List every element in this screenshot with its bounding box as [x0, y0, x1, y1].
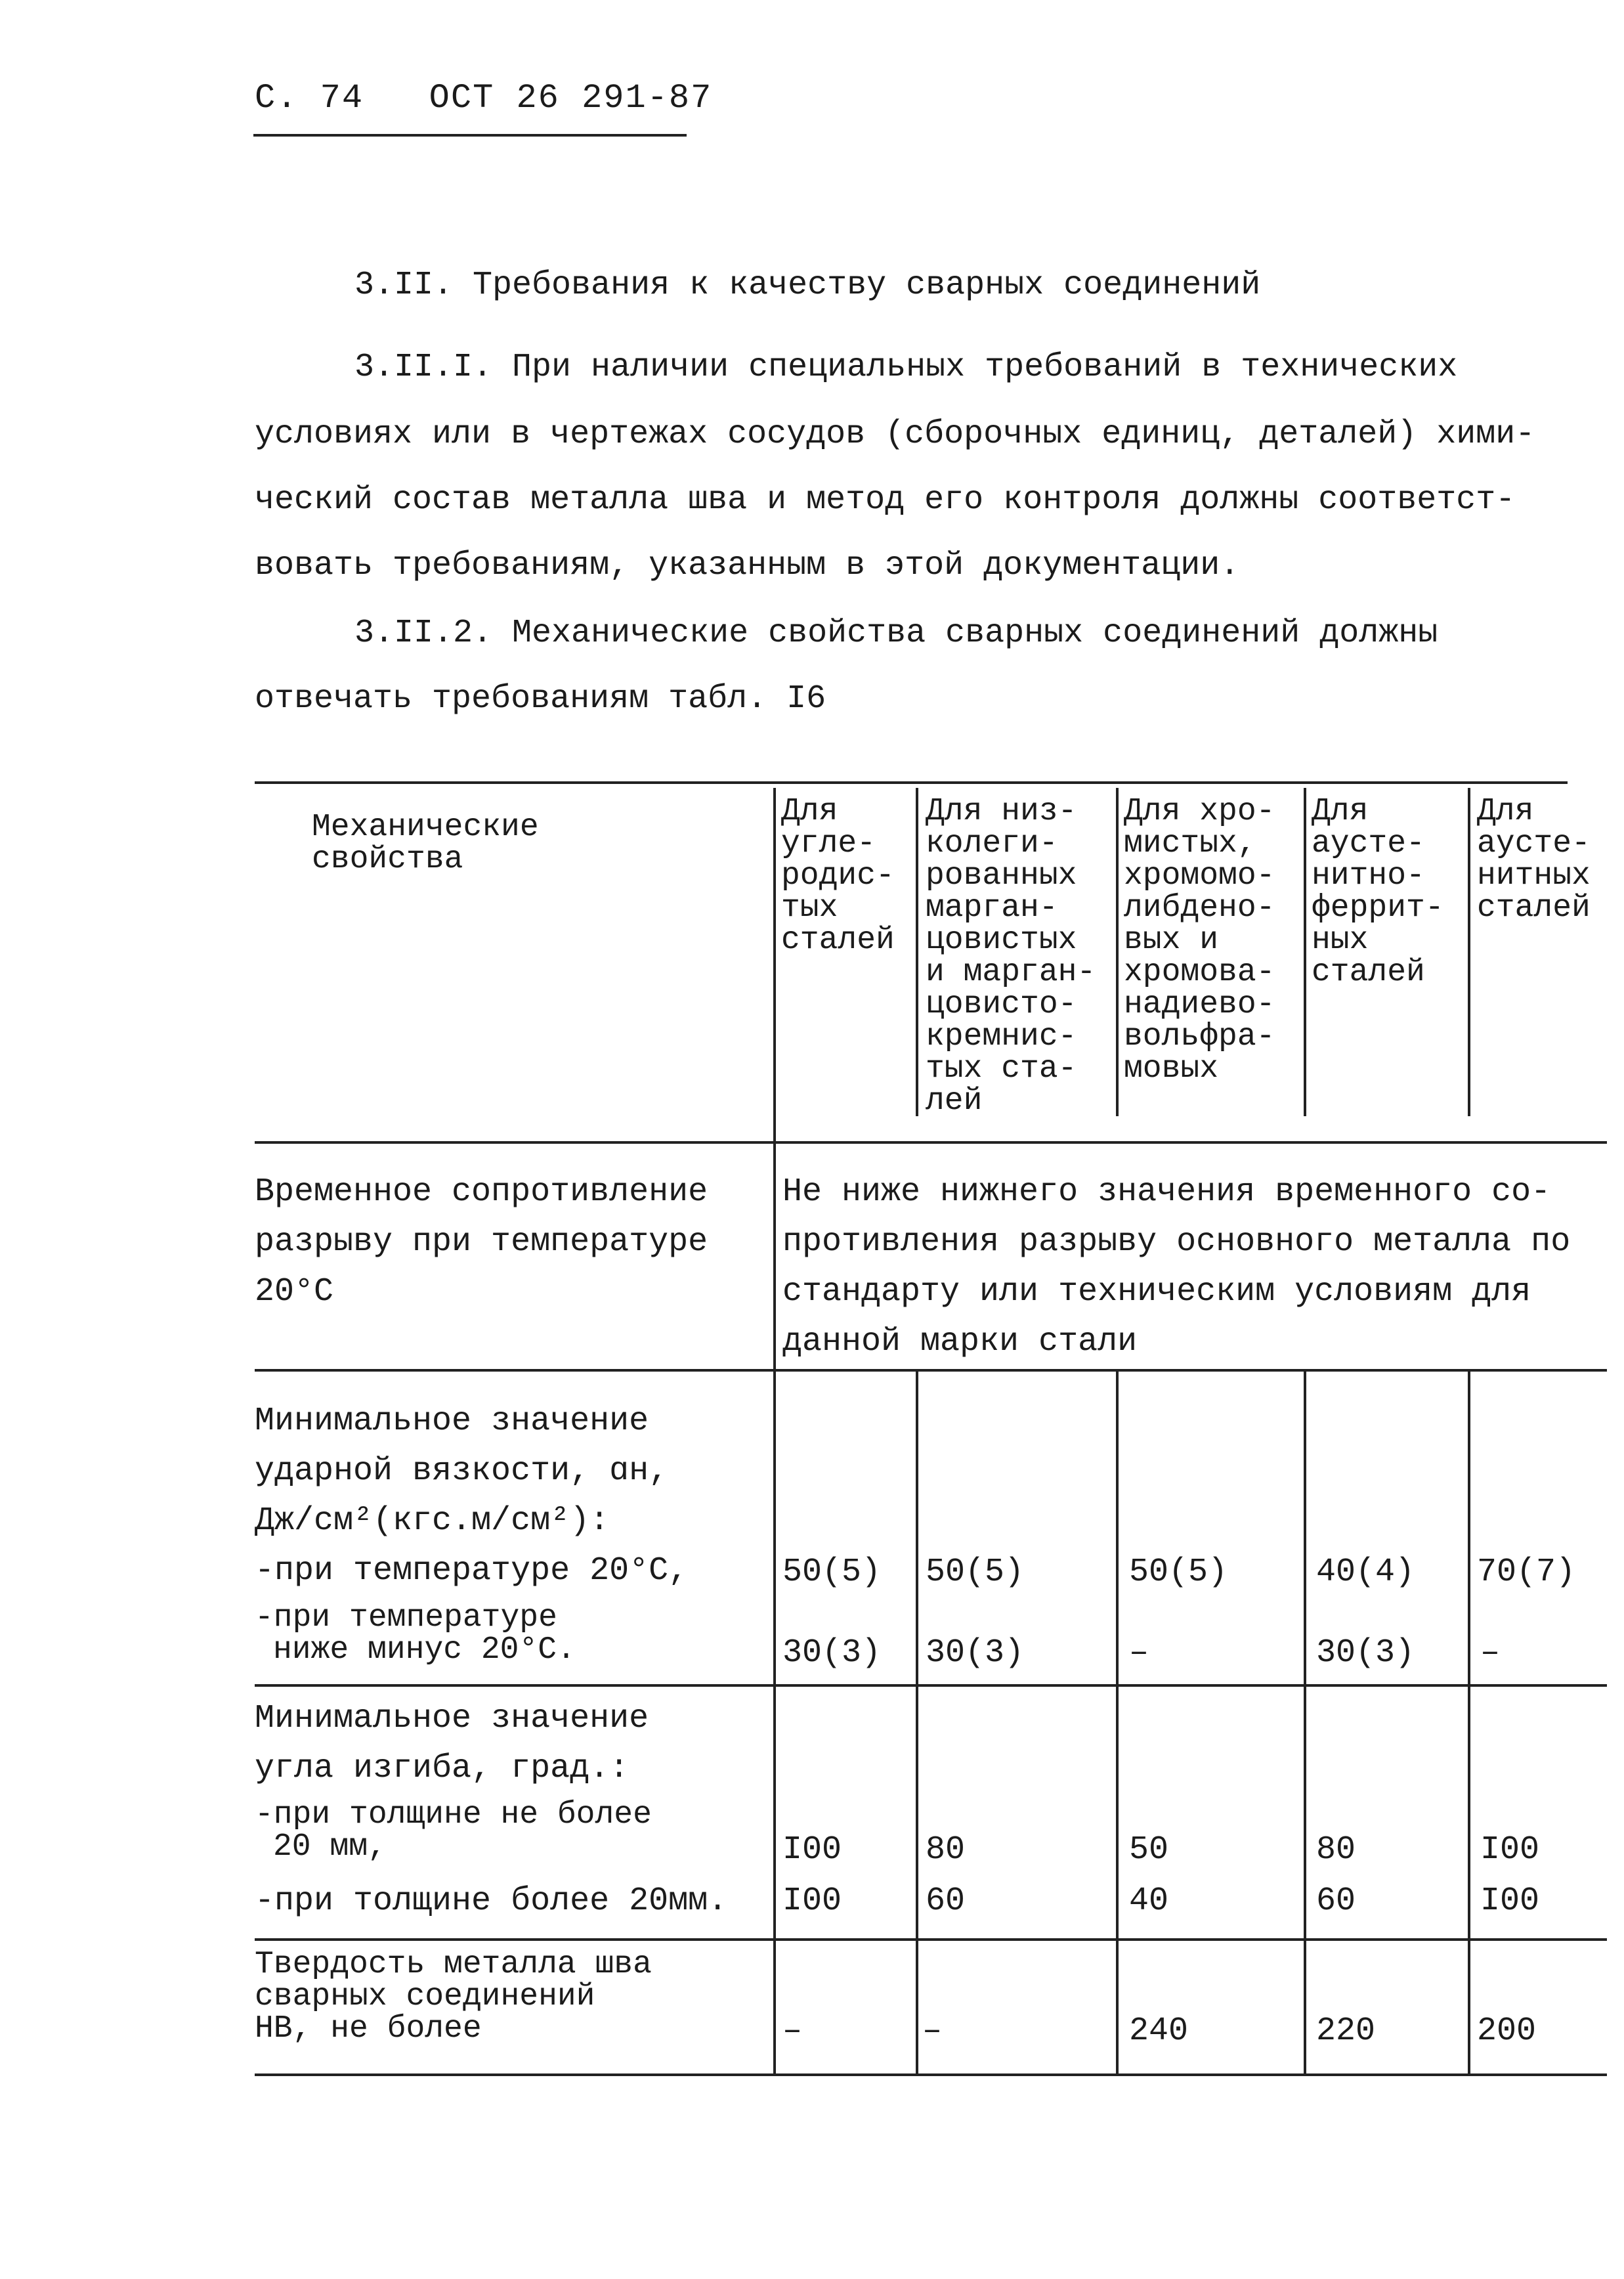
- para1-line: 3.II.I. При наличии специальных требований в технических: [354, 349, 1458, 386]
- cell-hardness: 200: [1477, 2012, 1537, 2050]
- col-divider: [1468, 788, 1470, 1116]
- para2-line: 3.II.2. Механические свойства сварных соединений должны: [354, 615, 1438, 652]
- header-col-austenitic: Для аусте- нитных сталей: [1477, 794, 1591, 926]
- cell-bend-thick: 60: [926, 1882, 966, 1920]
- cell-impact-20: 50(5): [1129, 1553, 1228, 1591]
- cell-bend-thick: I00: [782, 1882, 842, 1920]
- table-top-rule: [255, 781, 1568, 784]
- cell-impact-20: 70(7): [1477, 1553, 1576, 1591]
- col-divider: [1468, 1370, 1470, 2073]
- row-bend-label-thin: -при толщине не более 20 мм,: [255, 1797, 652, 1865]
- para1-line: вовать требованиям, указанным в этой документации.: [255, 547, 1240, 584]
- cell-impact-20: 40(4): [1316, 1553, 1415, 1591]
- cell-impact-minus20: 30(3): [782, 1634, 882, 1672]
- cell-impact-minus20: 30(3): [926, 1634, 1025, 1672]
- row-rule: [255, 1369, 1607, 1372]
- page-header: [255, 79, 712, 118]
- header-property: Механические свойства: [312, 810, 539, 877]
- row-rule: [255, 1684, 1607, 1687]
- standard-code: ОСТ 26 291-87: [429, 79, 713, 118]
- cell-hardness: –: [922, 2012, 943, 2050]
- col-divider: [773, 788, 776, 2073]
- para1-line: ческий состав металла шва и метод его контроля должны соответст-: [255, 481, 1516, 519]
- header-col-austenitic-ferritic: Для аусте- нитно- феррит- ных сталей: [1312, 794, 1444, 990]
- header-col-chromium: Для хро- мистых, хромомо- либдено- вых и хромова- надиево- вольфра- мовых: [1124, 794, 1275, 1087]
- cell-hardness: 240: [1129, 2012, 1189, 2050]
- row-bend-label-thick: -при толщине более 20мм.: [255, 1882, 728, 1920]
- cell-bend-thick: 40: [1129, 1882, 1169, 1920]
- row-tensile-label: Временное сопротивление разрыву при температуре 20°С: [255, 1173, 708, 1311]
- cell-hardness: 220: [1316, 2012, 1376, 2050]
- cell-bend-thin: I00: [1480, 1831, 1540, 1869]
- col-divider: [1116, 788, 1119, 1116]
- cell-impact-minus20: –: [1480, 1634, 1501, 1672]
- row-impact-label-low: -при температуре ниже минус 20°С.: [255, 1600, 576, 1668]
- cell-bend-thick: I00: [1480, 1882, 1540, 1920]
- cell-impact-20: 50(5): [926, 1553, 1025, 1591]
- col-divider: [1116, 1370, 1119, 2073]
- cell-hardness: –: [782, 2012, 803, 2050]
- header-col-carbon: Для угле- родис- тых сталей: [781, 794, 895, 958]
- cell-bend-thin: 50: [1129, 1831, 1169, 1869]
- page-number: С. 74: [255, 79, 364, 118]
- cell-bend-thick: 60: [1316, 1882, 1356, 1920]
- para1-line: условиях или в чертежах сосудов (сборочных единиц, деталей) хими-: [255, 416, 1535, 453]
- col-divider: [1304, 788, 1306, 1116]
- row-impact-label: Минимальное значение ударной вязкости, ɑн, Дж/см²(кгс.м/см²): -при температуре 20°С,: [255, 1402, 689, 1590]
- cell-impact-minus20: –: [1129, 1634, 1149, 1672]
- col-divider: [1304, 1370, 1306, 2073]
- row-hardness-label: Твердость металла шва сварных соединений НВ, не более: [255, 1947, 652, 2047]
- col-divider: [916, 788, 918, 1116]
- cell-bend-thin: I00: [782, 1831, 842, 1869]
- col-divider: [916, 1370, 918, 2073]
- cell-bend-thin: 80: [926, 1831, 966, 1869]
- row-rule: [255, 1938, 1607, 1941]
- table-bottom-rule: [255, 2073, 1607, 2076]
- cell-bend-thin: 80: [1316, 1831, 1356, 1869]
- row-bend-label: Минимальное значение угла изгиба, град.:: [255, 1700, 649, 1787]
- row-tensile-value: Не ниже нижнего значения временного со- противления разрыву основного металла по стандарту или техническим условиям для данной марки стали: [782, 1173, 1571, 1360]
- header-bottom-rule: [255, 1141, 1607, 1144]
- cell-impact-20: 50(5): [782, 1553, 882, 1591]
- cell-impact-minus20: 30(3): [1316, 1634, 1415, 1672]
- header-col-low-alloy: Для низ- колеги- рованных марган- цовистых и марган- цовисто- кремнис- тых ста- лей: [926, 794, 1096, 1119]
- header-underline: [253, 134, 687, 137]
- section-title: 3.II. Требования к качеству сварных соединений: [354, 267, 1261, 304]
- para2-line: отвечать требованиям табл. I6: [255, 680, 826, 718]
